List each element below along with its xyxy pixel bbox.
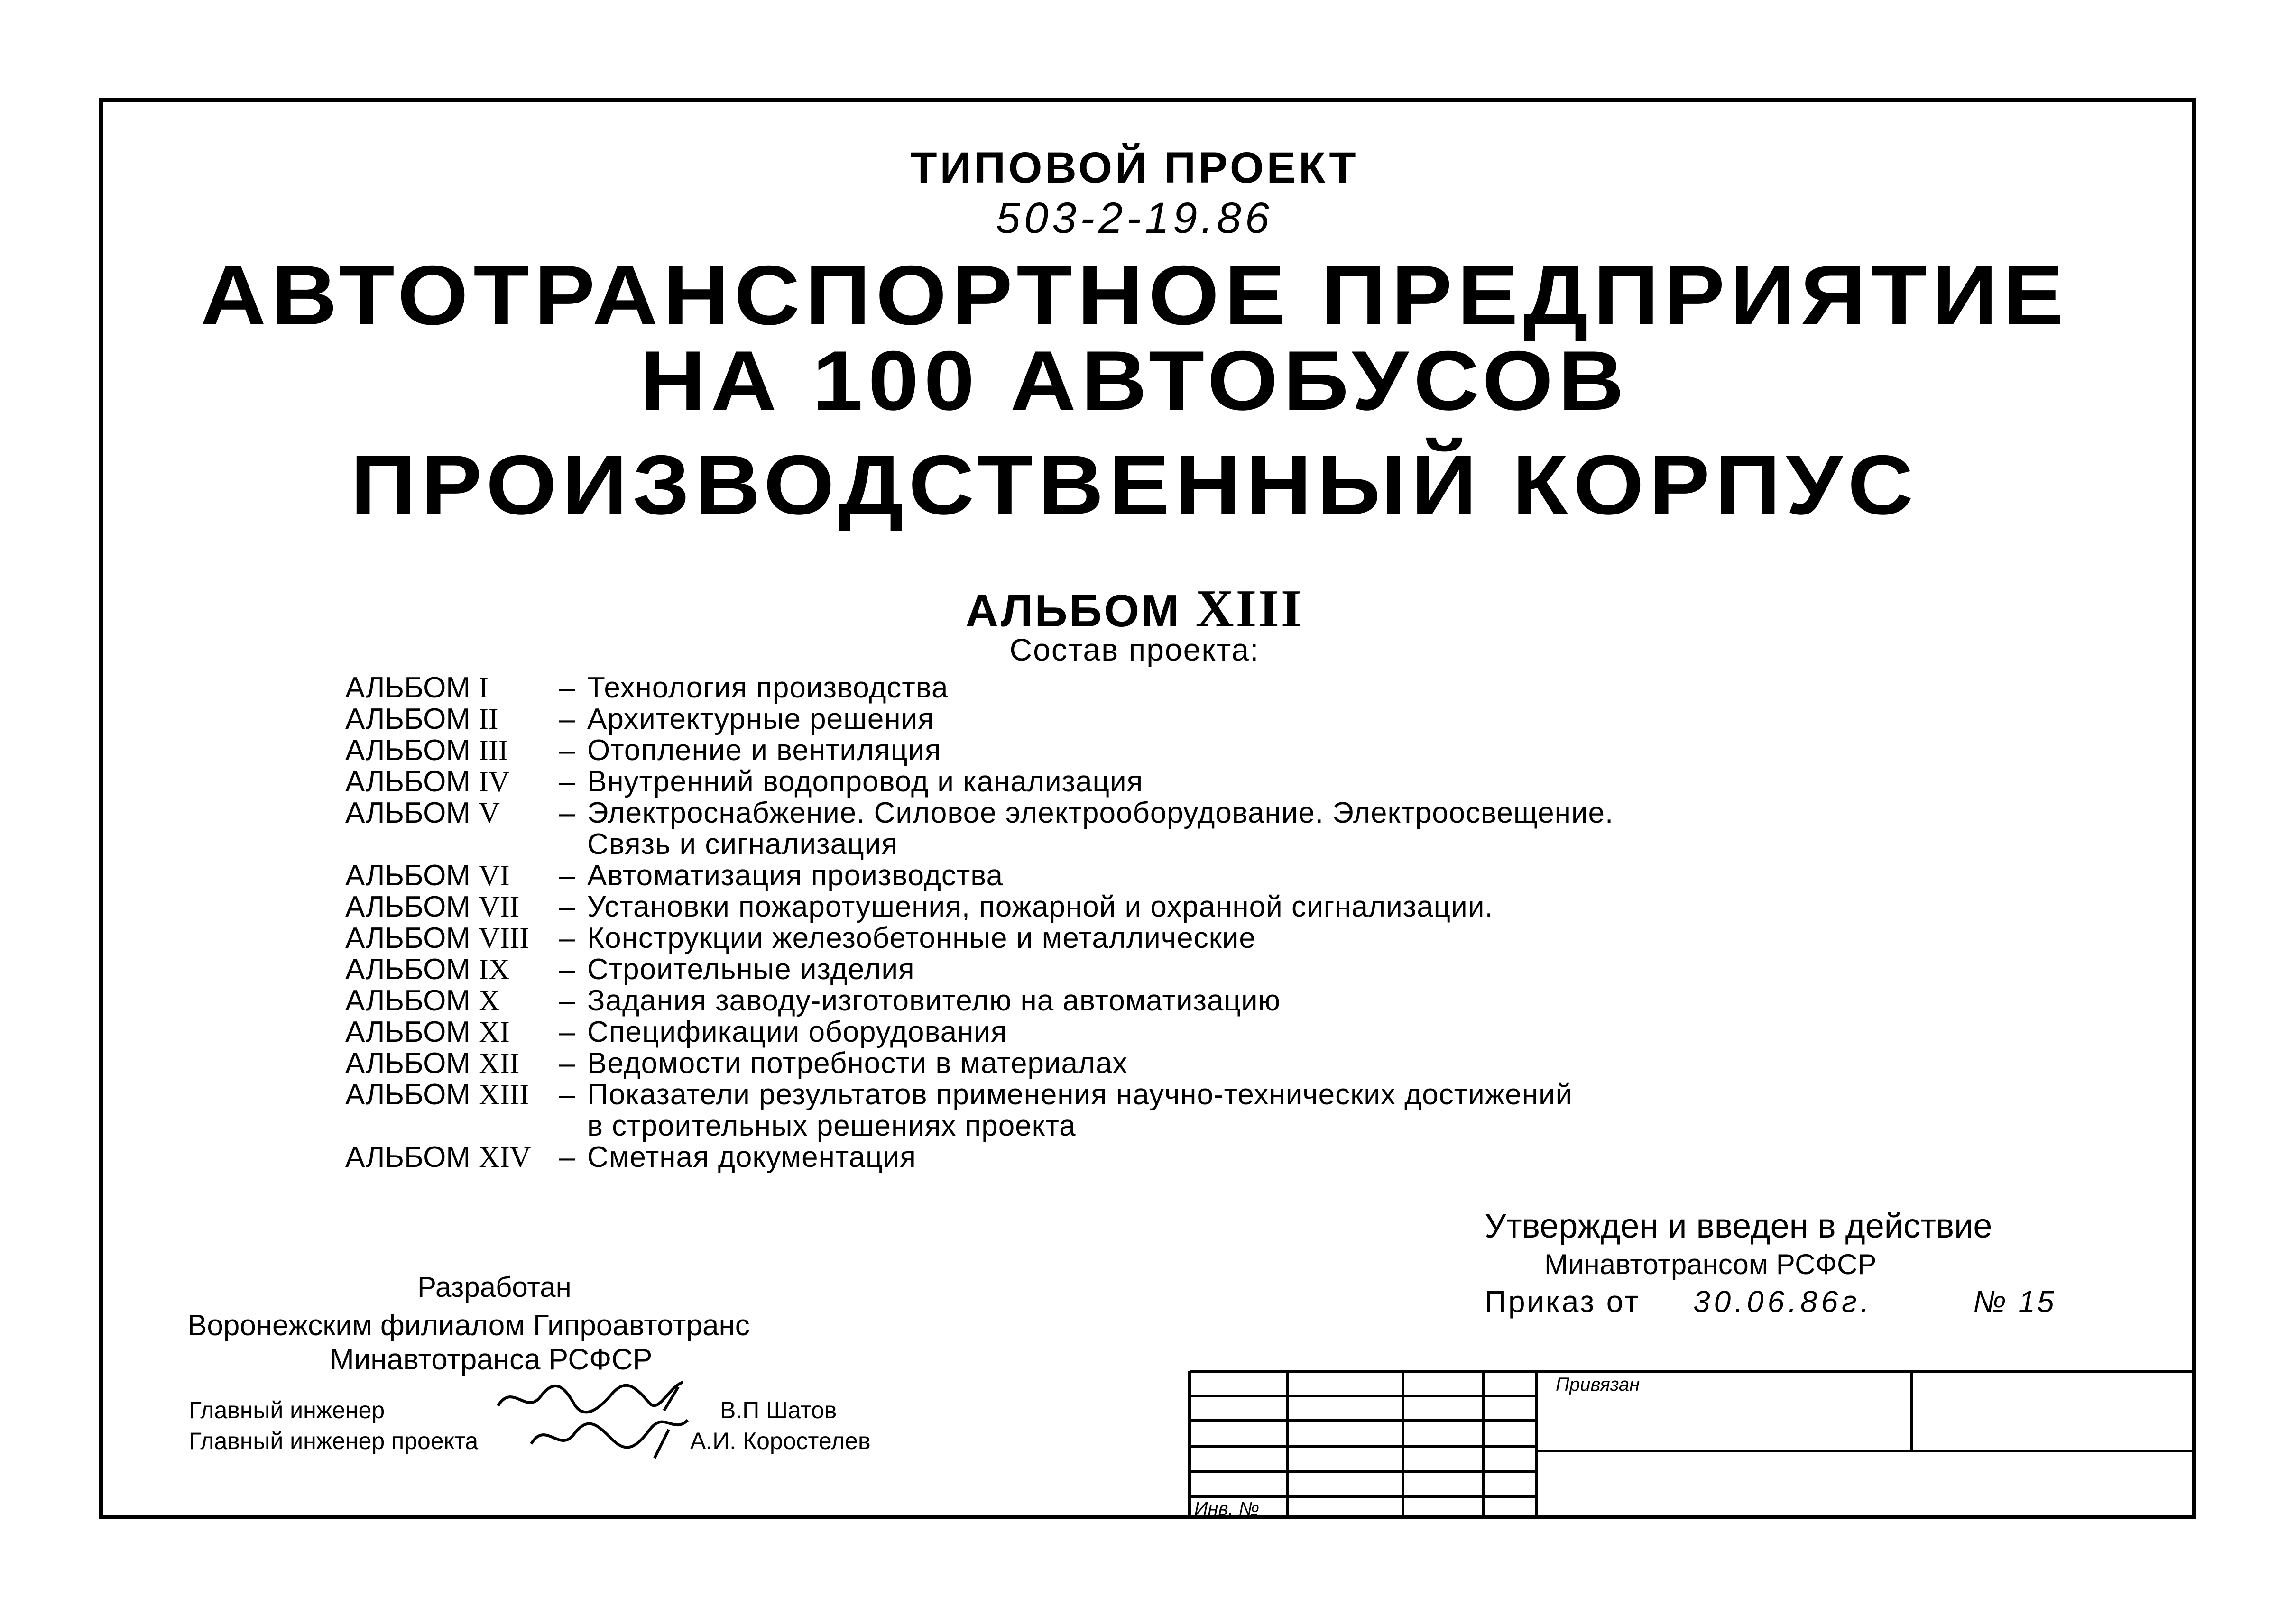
album-item-roman: VI bbox=[479, 860, 510, 892]
album-item-roman: XIII bbox=[479, 1079, 529, 1111]
composition-label: Состав проекта: bbox=[1009, 632, 1260, 667]
album-item-text: Связь и сигнализация bbox=[587, 828, 898, 861]
order-label: Приказ от bbox=[1485, 1285, 1641, 1319]
title-line-2: НА 100 АВТОБУСОВ bbox=[640, 333, 1629, 428]
document-type: ТИПОВОЙ ПРОЕКТ bbox=[910, 144, 1359, 192]
chief-engineer-name: В.П Шатов bbox=[720, 1397, 837, 1423]
project-number: 503-2-19.86 bbox=[996, 194, 1273, 242]
album-item-dash: – bbox=[559, 1047, 575, 1080]
album-item-dash: – bbox=[559, 890, 575, 923]
album-item-roman: XI bbox=[479, 1016, 510, 1048]
album-item-dash: – bbox=[559, 859, 575, 892]
album-item-word: АЛЬБОМ bbox=[345, 1078, 470, 1111]
order-date: 30.06.86г. bbox=[1693, 1285, 1873, 1319]
album-item-word: АЛЬБОМ bbox=[345, 671, 470, 704]
order-number: № 15 bbox=[1973, 1285, 2056, 1319]
developer-line-3: Минавтотранса РСФСР bbox=[330, 1343, 653, 1376]
album-item-text: Установки пожаротушения, пожарной и охранной сигнализации. bbox=[587, 890, 1494, 923]
album-item-text: Строительные изделия bbox=[587, 953, 915, 986]
album-item-roman: I bbox=[479, 672, 489, 704]
album-item-word: АЛЬБОМ bbox=[345, 953, 470, 986]
chief-engineer-label: Главный инженер bbox=[189, 1397, 385, 1423]
album-item-text: Сметная документация bbox=[587, 1141, 916, 1174]
album-item-roman: XIV bbox=[479, 1141, 531, 1174]
album-item-word: АЛЬБОМ bbox=[345, 1141, 470, 1174]
album-item-word: АЛЬБОМ bbox=[345, 734, 470, 767]
album-item-text: Технология производства bbox=[587, 671, 949, 704]
album-item-word: АЛЬБОМ bbox=[345, 1016, 470, 1048]
developer-line-1: Разработан bbox=[417, 1271, 572, 1303]
album-item-text: Автоматизация производства bbox=[587, 859, 1003, 892]
album-roman: XIII bbox=[1195, 579, 1304, 638]
album-item-word: АЛЬБОМ bbox=[345, 859, 470, 892]
album-item-text: Задания заводу-изготовителю на автоматизацию bbox=[587, 984, 1281, 1017]
album-item-dash: – bbox=[559, 671, 575, 704]
developer-line-2: Воронежским филиалом Гипроавтотранс bbox=[187, 1309, 750, 1342]
chief-project-engineer-label: Главный инженер проекта bbox=[189, 1428, 479, 1454]
album-item-text: в строительных решениях проекта bbox=[587, 1110, 1076, 1142]
album-item-roman: VIII bbox=[479, 922, 529, 954]
album-item-word: АЛЬБОМ bbox=[345, 703, 470, 735]
album-item-roman: II bbox=[479, 703, 498, 735]
album-item-roman: X bbox=[479, 985, 500, 1017]
album-item-text: Электроснабжение. Силовое электрооборудование. Электроосвещение. bbox=[587, 797, 1614, 829]
album-item-roman: XII bbox=[479, 1047, 520, 1080]
album-item-dash: – bbox=[559, 1141, 575, 1174]
album-item-text: Конструкции железобетонные и металлические bbox=[587, 922, 1256, 954]
album-item-roman: IX bbox=[479, 954, 510, 986]
album-word: АЛЬБОМ bbox=[965, 586, 1181, 636]
album-item-text: Отопление и вентиляция bbox=[587, 734, 941, 767]
album-item-text: Спецификации оборудования bbox=[587, 1016, 1007, 1048]
album-item-roman: IV bbox=[479, 766, 510, 798]
approval-line-1: Утвержден и введен в действие bbox=[1485, 1207, 1992, 1245]
album-item-dash: – bbox=[559, 765, 575, 798]
album-item-text: Ведомости потребности в материалах bbox=[587, 1047, 1128, 1080]
album-item-word: АЛЬБОМ bbox=[345, 797, 470, 829]
title-line-3: ПРОИЗВОДСТВЕННЫЙ КОРПУС bbox=[350, 438, 1919, 532]
album-item-dash: – bbox=[559, 703, 575, 735]
album-item-word: АЛЬБОМ bbox=[345, 1047, 470, 1080]
title-line-1: АВТОТРАНСПОРТНОЕ ПРЕДПРИЯТИЕ bbox=[200, 248, 2069, 342]
album-item-text: Показатели результатов применения научно-технических достижений bbox=[587, 1078, 1573, 1111]
album-item-roman: VII bbox=[479, 891, 520, 923]
album-item-word: АЛЬБОМ bbox=[345, 984, 470, 1017]
album-item-roman: III bbox=[479, 734, 508, 767]
album-item-word: АЛЬБОМ bbox=[345, 922, 470, 954]
album-item-word: АЛЬБОМ bbox=[345, 765, 470, 798]
album-item-text: Архитектурные решения bbox=[587, 703, 934, 735]
album-item-word: АЛЬБОМ bbox=[345, 890, 470, 923]
album-item-text: Внутренний водопровод и канализация bbox=[587, 765, 1144, 798]
inventory-label: Инв. № bbox=[1194, 1498, 1260, 1519]
approval-line-2: Минавтотрансом РСФСР bbox=[1544, 1248, 1877, 1280]
album-item-dash: – bbox=[559, 953, 575, 986]
album-item-dash: – bbox=[559, 922, 575, 954]
album-item-dash: – bbox=[559, 984, 575, 1017]
chief-project-engineer-name: А.И. Коростелев bbox=[690, 1428, 871, 1454]
album-item-dash: – bbox=[559, 734, 575, 767]
album-item-dash: – bbox=[559, 1078, 575, 1111]
album-item-dash: – bbox=[559, 1016, 575, 1048]
attached-label: Привязан bbox=[1556, 1374, 1640, 1395]
album-item-dash: – bbox=[559, 797, 575, 829]
album-item-roman: V bbox=[479, 797, 500, 829]
